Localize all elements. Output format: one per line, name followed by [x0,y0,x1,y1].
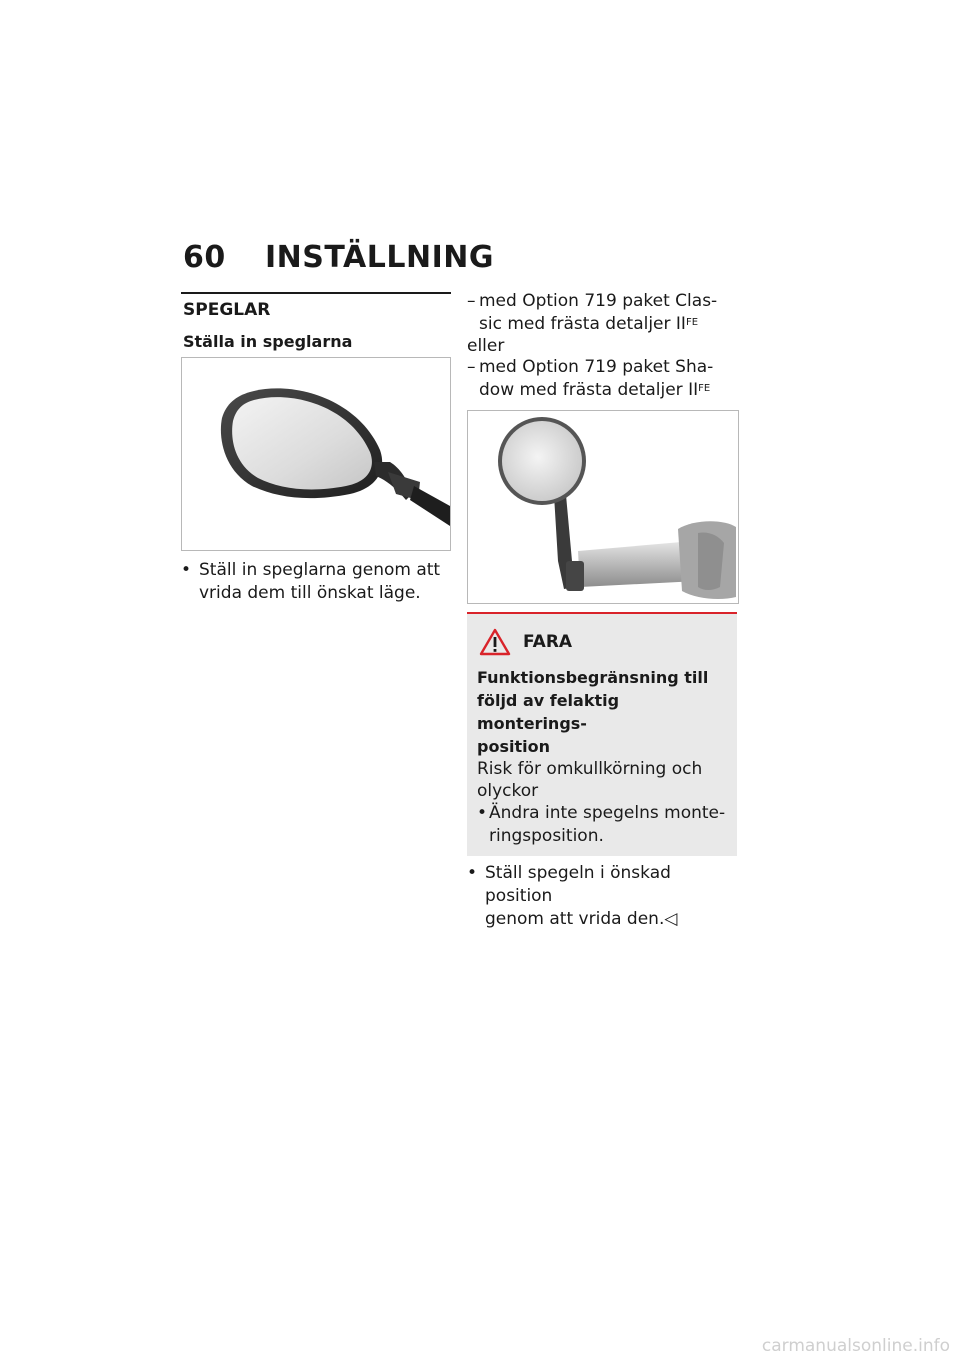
mirror-figure [181,357,451,551]
right-column [467,290,739,931]
option-item-1 [467,290,739,336]
left-column [181,292,451,605]
bar-end-mirror-figure [467,410,739,604]
watermark: carmanualsonline.info [761,1336,950,1356]
option-1-line-1: med Option 719 paket Clas- [479,291,718,311]
danger-title [477,666,727,758]
step-bullet [467,862,739,931]
round-mirror-illustration [468,411,738,603]
dash-mark: – [467,291,476,311]
teardrop-mirror-illustration [182,358,450,550]
chapter-title: INSTÄLLNING [265,240,494,275]
bullet-mark: • [467,863,478,883]
section-title: SPEGLAR [183,300,271,320]
section-rule [181,292,451,294]
option-item-2 [467,356,739,402]
danger-consequence [477,758,727,802]
danger-box [467,612,737,856]
danger-text-line-1: Risk för omkullkörning och [477,759,703,779]
page-number: 60 [183,240,226,275]
instruction-line-2: vrida dem till önskat läge. [199,583,421,603]
step-line-2: genom att vrida den. [485,909,665,929]
or-text: eller [467,336,505,356]
danger-label: FARA [523,632,573,652]
option-2-sup: FE [698,383,711,394]
danger-action-line-1: Ändra inte spegelns monte- [489,803,726,823]
danger-title-line-3: position [477,737,550,756]
end-mark-icon: ◁ [664,909,678,929]
dash-mark: – [467,357,476,377]
danger-action-line-2: ringsposition. [489,826,604,846]
instruction-bullet [181,559,451,605]
step-line-1: Ställ spegeln i önskad position [485,863,671,906]
option-1-line-2: sic med frästa detaljer II [479,314,686,334]
warning-triangle-icon [479,628,511,656]
option-2-line-2: dow med frästa detaljer II [479,380,699,400]
bullet-mark: • [181,560,192,580]
danger-action [477,802,727,848]
danger-header [479,628,727,656]
sub-title: Ställa in speglarna [183,332,353,351]
page-header [183,240,494,275]
option-2-line-1: med Option 719 paket Sha- [479,357,714,377]
option-1-sup: FE [685,317,699,328]
danger-title-line-1: Funktionsbegränsning till [477,668,709,687]
danger-title-line-2: följd av felaktig monterings- [477,691,620,733]
instruction-line-1: Ställ in speglarna genom att [199,560,441,580]
danger-text-line-2: olyckor [477,781,539,801]
bullet-mark: • [477,803,488,823]
